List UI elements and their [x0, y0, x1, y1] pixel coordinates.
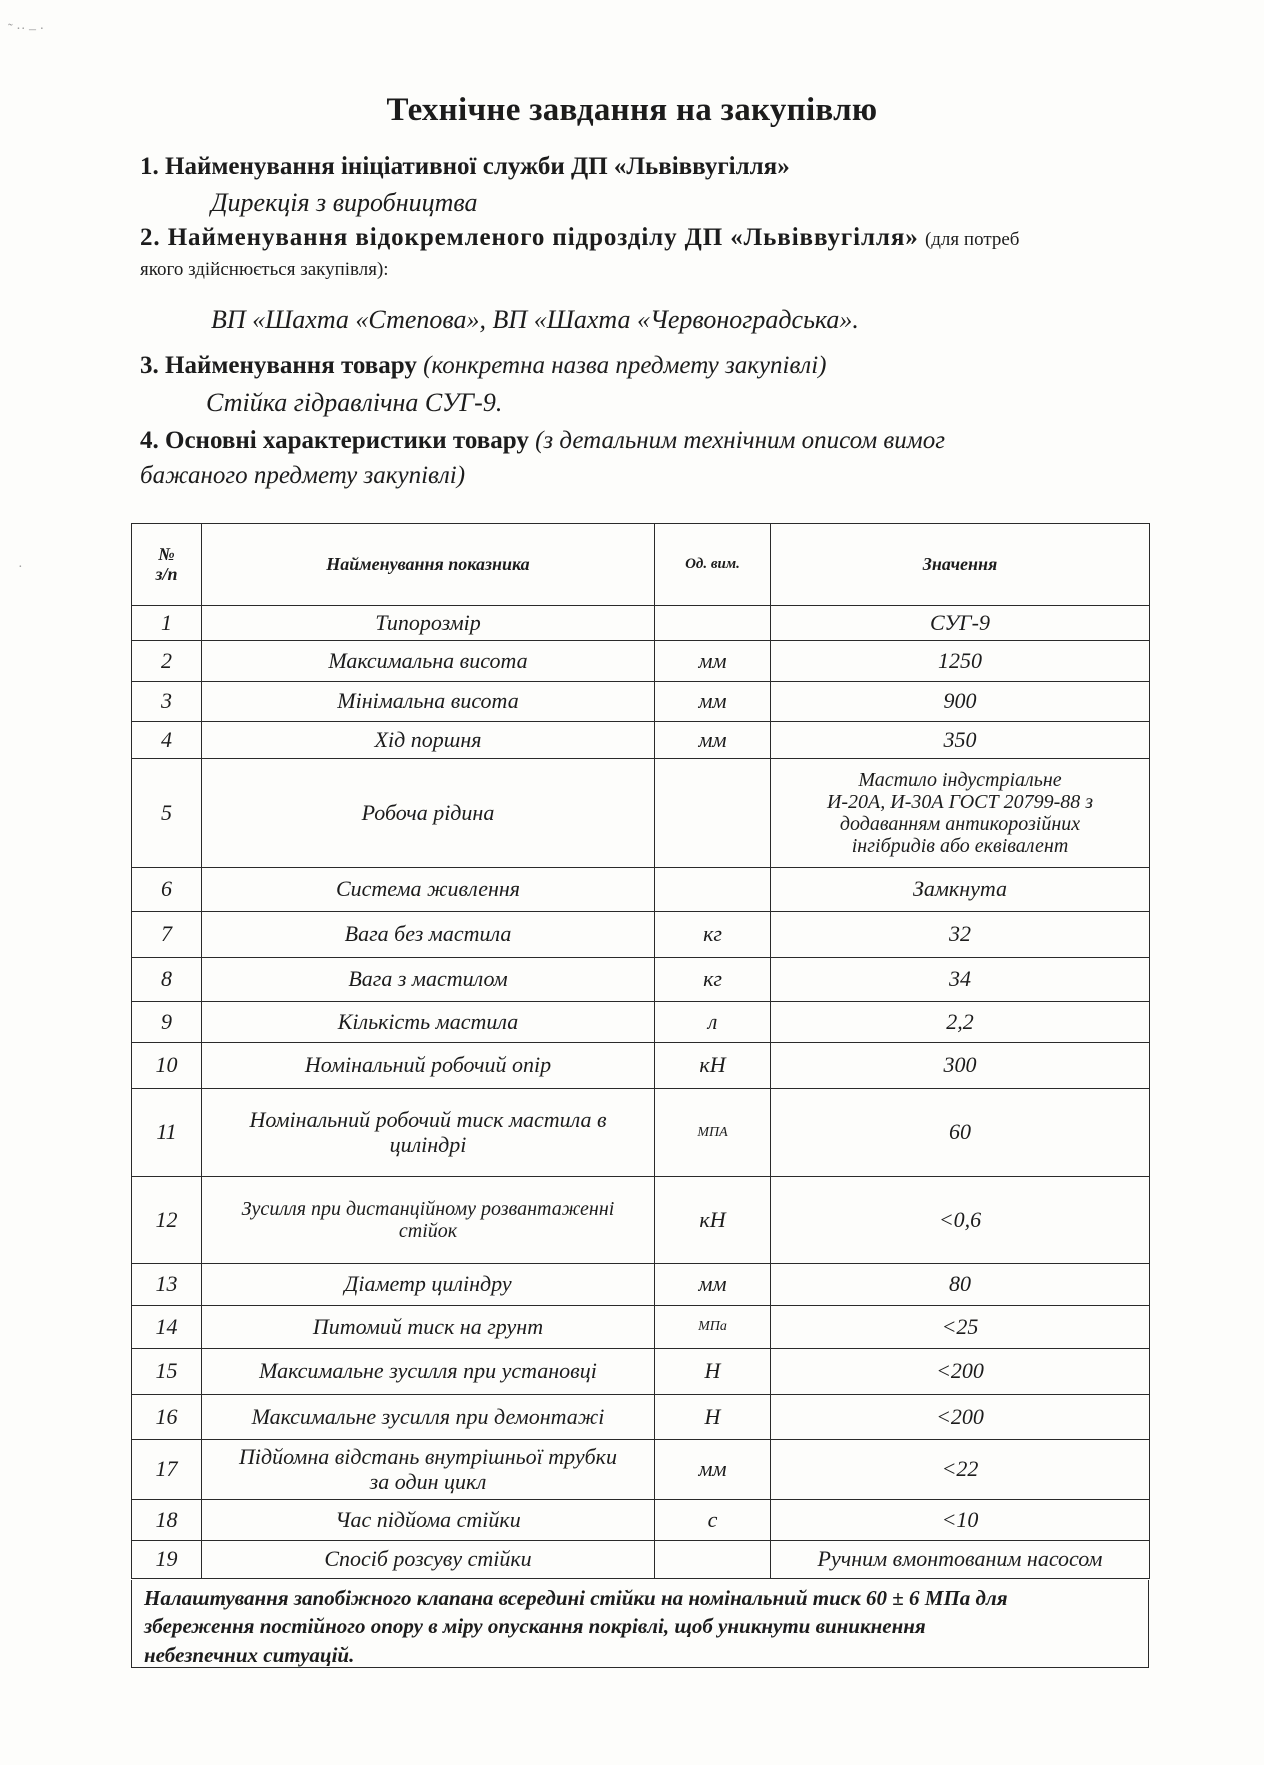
row-number: 11	[132, 1089, 202, 1177]
row-value: 2,2	[771, 1002, 1150, 1043]
row-value: <200	[771, 1395, 1150, 1440]
document-title: Технічне завдання на закупівлю	[386, 92, 878, 128]
table-row	[132, 1043, 1150, 1089]
row-parameter: Система живлення	[202, 868, 655, 912]
row-parameter: Хід поршня	[202, 722, 655, 759]
section-2-note-continued: якого здійснюється закупівля):	[140, 259, 389, 280]
row-value: <25	[771, 1306, 1150, 1349]
row-unit: кг	[655, 958, 771, 1002]
table-row	[132, 759, 1150, 868]
table-row	[132, 722, 1150, 759]
row-value: 300	[771, 1043, 1150, 1089]
section-4-note: (з детальним технічним описом вимог	[535, 427, 945, 454]
section-3-heading-text: 3. Найменування товару	[140, 352, 417, 379]
row-parameter: Номінальний робочий опір	[202, 1043, 655, 1089]
table-row	[132, 1349, 1150, 1395]
table-row	[132, 682, 1150, 722]
section-3-value: Стійка гідравлічна СУГ-9.	[206, 388, 503, 417]
row-value: 900	[771, 682, 1150, 722]
section-2-value: ВП «Шахта «Степова», ВП «Шахта «Червоноградська».	[211, 305, 859, 334]
table-footnote	[131, 1580, 1149, 1668]
row-value: <10	[771, 1500, 1150, 1541]
row-value: <0,6	[771, 1177, 1150, 1264]
row-parameter-line: за один цикл	[369, 1468, 487, 1494]
row-parameter: Мінімальна висота	[202, 682, 655, 722]
row-parameter: Типорозмір	[202, 606, 655, 641]
row-parameter	[202, 1089, 655, 1177]
table-row	[132, 1440, 1150, 1500]
row-number: 9	[132, 1002, 202, 1043]
row-unit: кН	[655, 1043, 771, 1089]
footnote-line: Налаштування запобіжного клапана всередині стійки на номінальний тиск 60 ± 6 МПа для	[144, 1586, 1008, 1610]
row-unit: мм	[655, 722, 771, 759]
section-2-heading	[140, 224, 1019, 252]
row-value: 60	[771, 1089, 1150, 1177]
row-unit	[655, 1541, 771, 1579]
row-value: 34	[771, 958, 1150, 1002]
specifications-table	[131, 523, 1150, 1579]
row-unit: Н	[655, 1349, 771, 1395]
row-value: Ручним вмонтованим насосом	[771, 1541, 1150, 1579]
section-2-heading-text: 2. Найменування відокремленого підрозділу ДП «Львіввугілля»	[140, 224, 919, 251]
row-number: 3	[132, 682, 202, 722]
section-3-note: (конкретна назва предмету закупівлі)	[423, 352, 827, 379]
row-number: 19	[132, 1541, 202, 1579]
table-row	[132, 1541, 1150, 1579]
row-parameter: Спосіб розсуву стійки	[202, 1541, 655, 1579]
table-row	[132, 1089, 1150, 1177]
header-unit: Од. вим.	[655, 524, 771, 606]
header-value: Значення	[771, 524, 1150, 606]
row-number: 12	[132, 1177, 202, 1264]
row-number: 14	[132, 1306, 202, 1349]
row-value: 32	[771, 912, 1150, 958]
section-4-heading	[140, 427, 945, 455]
row-number: 13	[132, 1264, 202, 1306]
row-value: <200	[771, 1349, 1150, 1395]
scan-artifact: ˜ ·· ‒ ·	[8, 22, 45, 37]
table-row	[132, 1306, 1150, 1349]
row-value: СУГ-9	[771, 606, 1150, 641]
row-unit: мм	[655, 641, 771, 682]
row-number: 1	[132, 606, 202, 641]
row-parameter: Максимальна висота	[202, 641, 655, 682]
row-unit	[655, 759, 771, 868]
table-row	[132, 958, 1150, 1002]
section-2-note: (для потреб	[924, 229, 1020, 250]
row-parameter: Максимальне зусилля при демонтажі	[202, 1395, 655, 1440]
table-row	[132, 1177, 1150, 1264]
section-1-heading	[140, 153, 790, 181]
table-row	[132, 912, 1150, 958]
row-value: <22	[771, 1440, 1150, 1500]
row-value: 350	[771, 722, 1150, 759]
table-header-row	[132, 524, 1150, 606]
section-4-note-continued: бажаного предмету закупівлі)	[140, 462, 466, 489]
row-parameter-line: циліндрі	[389, 1131, 467, 1157]
row-unit: МПа	[655, 1306, 771, 1349]
row-number: 5	[132, 759, 202, 868]
row-parameter: Питомий тиск на грунт	[202, 1306, 655, 1349]
row-value-line: И-20А, И-30А ГОСТ 20799-88 з	[826, 791, 1094, 813]
table-row	[132, 868, 1150, 912]
row-value-line: інгібридів або еквівалент	[851, 835, 1069, 857]
header-number-line2: з/п	[155, 563, 178, 584]
header-number	[132, 524, 202, 606]
row-number: 4	[132, 722, 202, 759]
row-unit: Н	[655, 1395, 771, 1440]
row-value: 80	[771, 1264, 1150, 1306]
row-unit	[655, 606, 771, 641]
row-value: 1250	[771, 641, 1150, 682]
row-parameter: Час підйома стійки	[202, 1500, 655, 1541]
row-unit: мм	[655, 682, 771, 722]
section-3-heading	[140, 352, 826, 380]
table-row	[132, 1264, 1150, 1306]
row-value	[771, 759, 1150, 868]
footnote-line: збереження постійного опору в міру опускання покрівлі, щоб уникнути виникнення	[144, 1614, 926, 1639]
row-parameter: Кількість мастила	[202, 1002, 655, 1043]
table-row	[132, 1395, 1150, 1440]
row-unit: мм	[655, 1440, 771, 1500]
row-parameter-line: Номінальний робочий тиск мастила в	[249, 1107, 607, 1133]
row-parameter-line: стійок	[398, 1220, 458, 1242]
footnote-line: небезпечних ситуацій.	[144, 1642, 355, 1667]
section-4-heading-text: 4. Основні характеристики товару	[140, 427, 529, 454]
row-unit: кН	[655, 1177, 771, 1264]
table-row	[132, 641, 1150, 682]
row-parameter	[202, 1177, 655, 1264]
table-row	[132, 1002, 1150, 1043]
row-parameter: Вага з мастилом	[202, 958, 655, 1002]
header-name: Найменування показника	[202, 524, 655, 606]
row-unit	[655, 868, 771, 912]
row-unit: МПА	[655, 1089, 771, 1177]
row-number: 10	[132, 1043, 202, 1089]
row-unit: с	[655, 1500, 771, 1541]
row-unit: мм	[655, 1264, 771, 1306]
row-number: 6	[132, 868, 202, 912]
row-value: Замкнута	[771, 868, 1150, 912]
row-parameter: Максимальне зусилля при установці	[202, 1349, 655, 1395]
row-number: 18	[132, 1500, 202, 1541]
row-number: 8	[132, 958, 202, 1002]
row-parameter-line: Підйомна відстань внутрішньої трубки	[239, 1444, 617, 1470]
row-value-line: Мастило індустріальне	[858, 769, 1062, 791]
section-1-heading-text: 1. Найменування ініціативної служби ДП «Львіввугілля»	[140, 153, 790, 180]
row-number: 15	[132, 1349, 202, 1395]
row-parameter: Діаметр циліндру	[202, 1264, 655, 1306]
row-parameter	[202, 1440, 655, 1500]
row-parameter-line: Зусилля при дистанційному розвантаженні	[241, 1198, 615, 1220]
row-unit: кг	[655, 912, 771, 958]
table-row	[132, 1500, 1150, 1541]
row-unit: л	[655, 1002, 771, 1043]
header-number-line1: №	[158, 543, 175, 564]
section-1-value: Дирекція з виробництва	[211, 188, 478, 217]
scan-artifact: ·	[18, 560, 23, 575]
row-number: 7	[132, 912, 202, 958]
row-parameter: Робоча рідина	[202, 759, 655, 868]
row-number: 16	[132, 1395, 202, 1440]
row-number: 2	[132, 641, 202, 682]
row-number: 17	[132, 1440, 202, 1500]
row-parameter: Вага без мастила	[202, 912, 655, 958]
row-value-line: додаванням антикорозійних	[839, 813, 1081, 835]
table-row	[132, 606, 1150, 641]
